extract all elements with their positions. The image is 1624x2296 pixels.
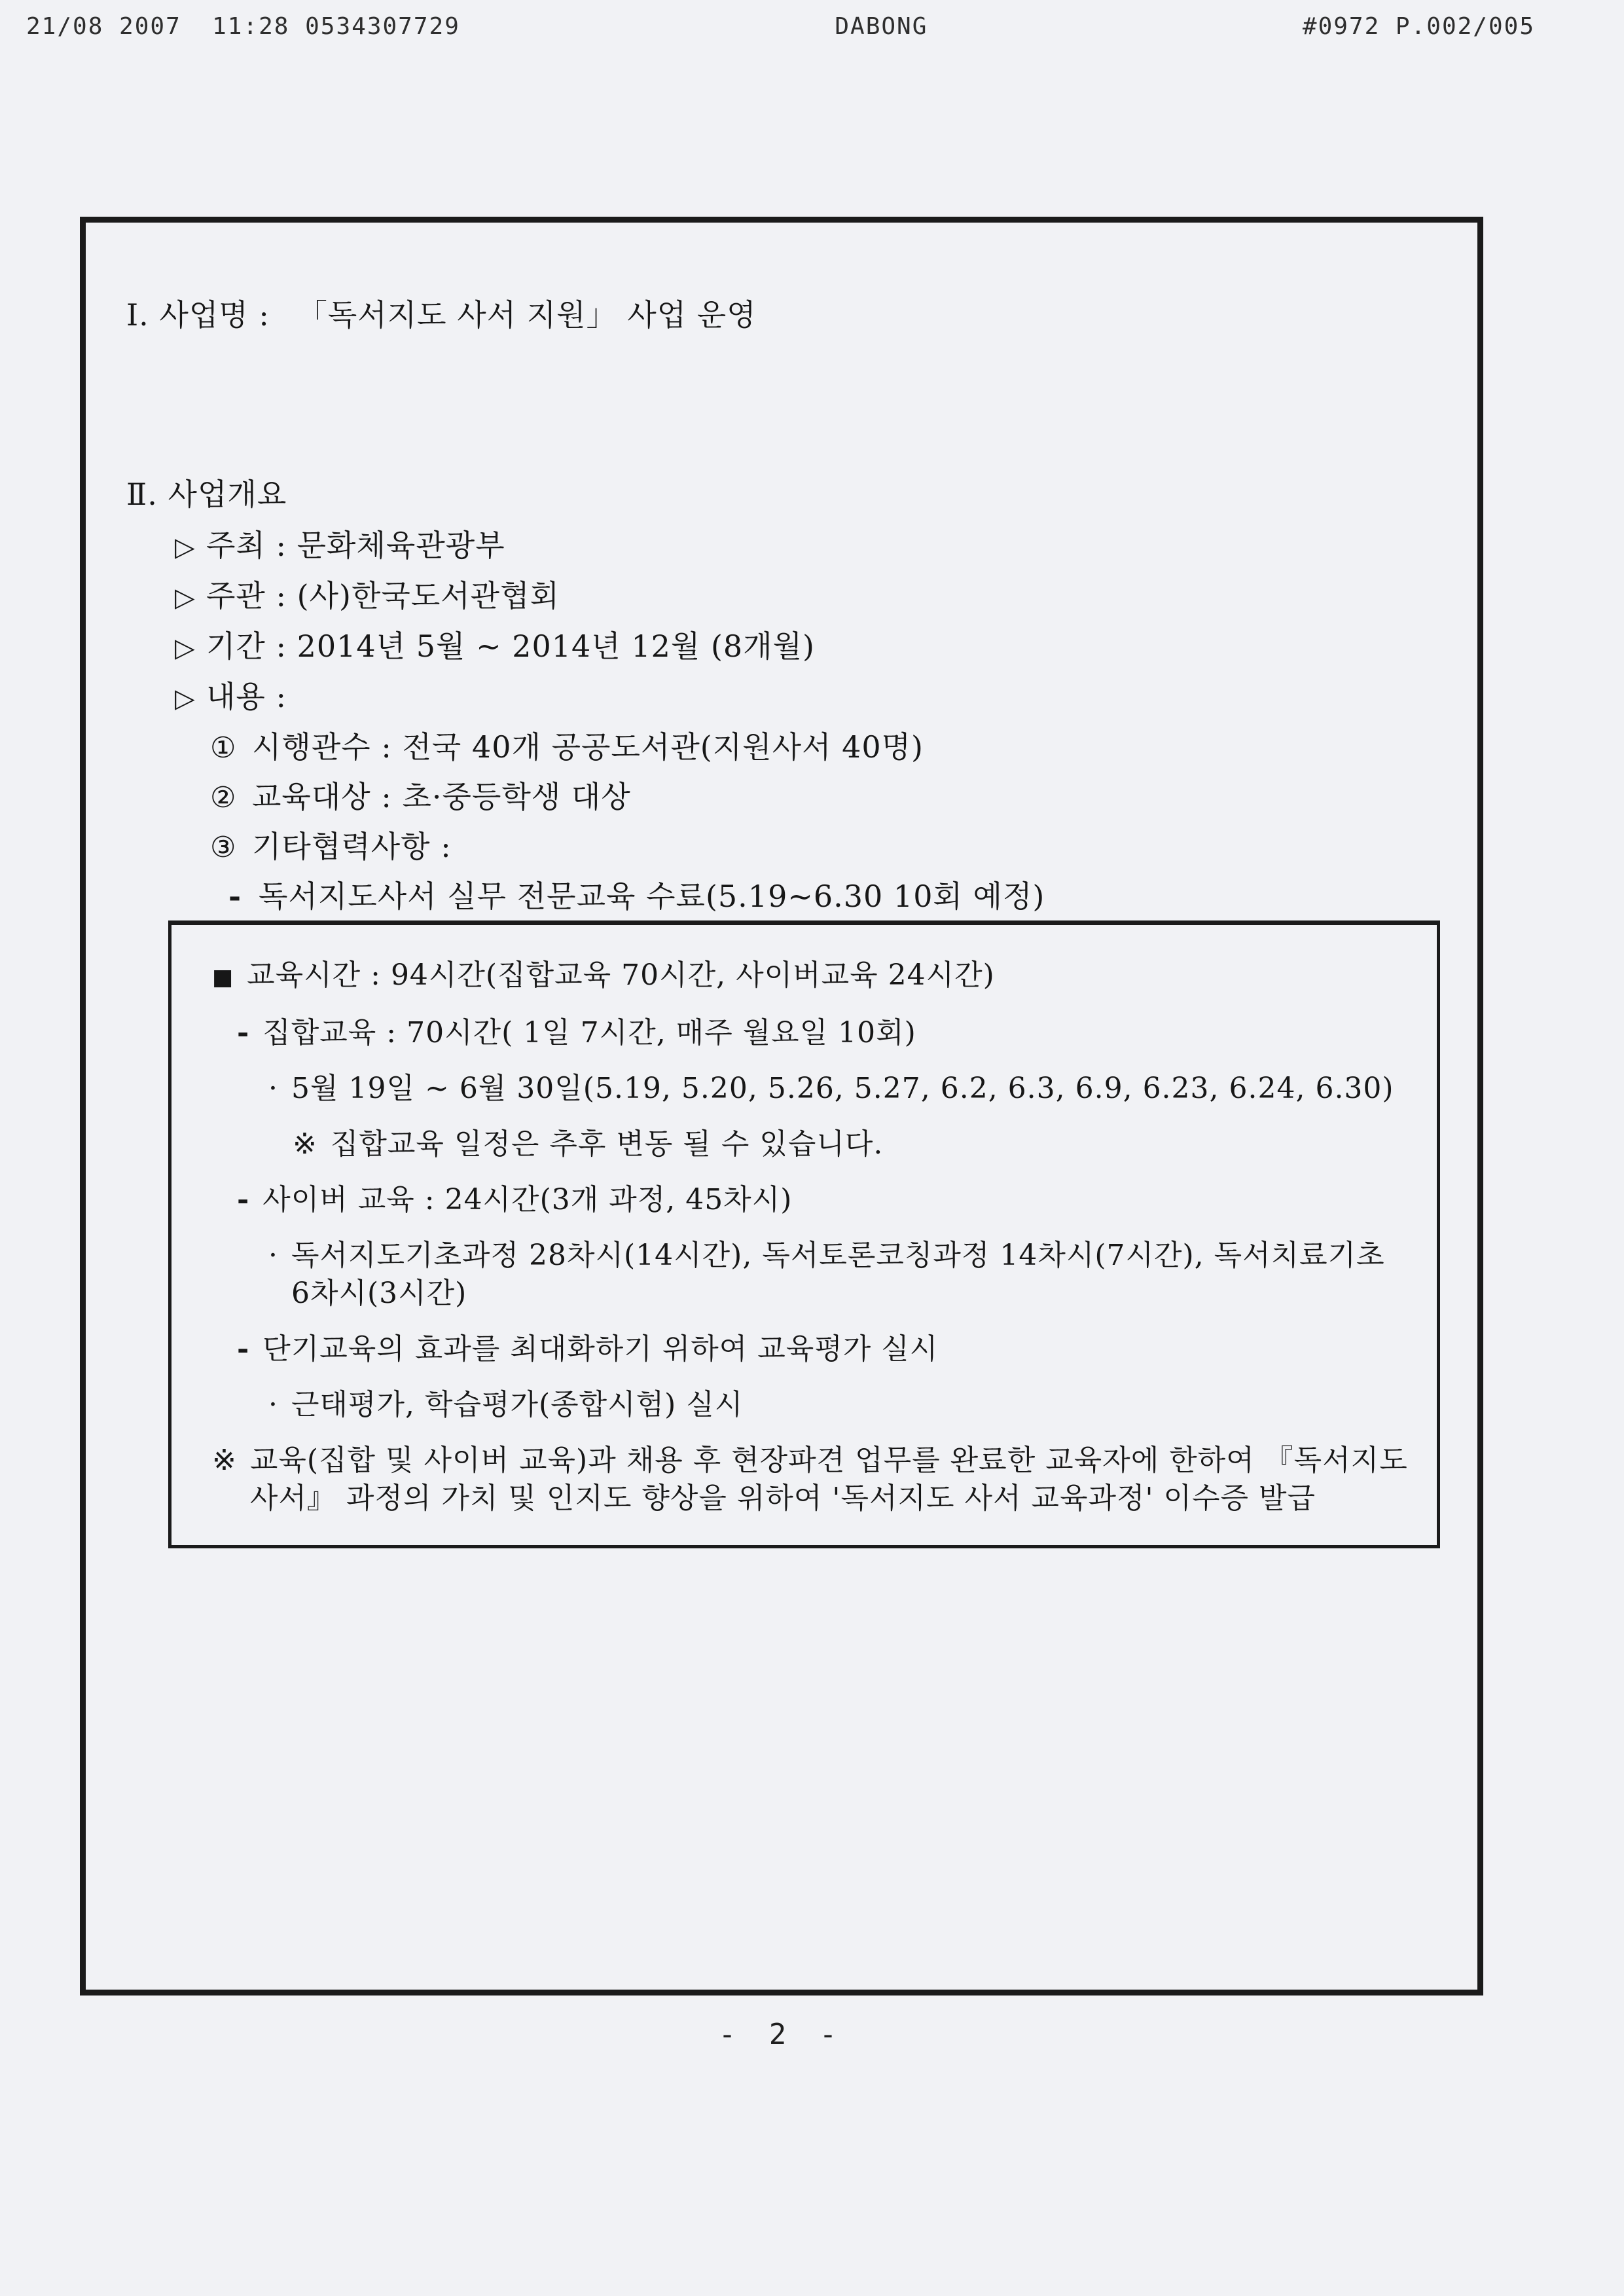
box-line-total-hours	[212, 957, 1412, 996]
box-line-evaluation-detail	[268, 1386, 1412, 1424]
sub-item-training	[228, 872, 1439, 920]
triangle-bullet: ▷	[175, 532, 196, 562]
section-1-heading	[126, 291, 1439, 339]
numbered-item-1	[210, 723, 1439, 773]
document-frame	[80, 217, 1483, 1995]
section-1-label: Ⅰ. 사업명 :	[126, 297, 270, 333]
box-line-schedule-dates	[268, 1070, 1412, 1108]
square-bullet: ■	[212, 964, 234, 991]
dash-bullet: -	[228, 879, 242, 914]
numbered-item-2	[210, 773, 1439, 822]
fax-station-name: DABONG	[835, 13, 928, 40]
reference-mark: ※	[212, 1444, 237, 1477]
fax-job-page-counter: #0972 P.002/005	[1302, 13, 1535, 40]
item-text: 기간 : 2014년 5월 ~ 2014년 12월 (8개월)	[206, 629, 815, 664]
line-text: 근태평가, 학습평가(종합시험) 실시	[291, 1388, 744, 1421]
section-1-value: 「독서지도 사서 지원」 사업 운영	[297, 297, 757, 333]
triangle-bullet: ▷	[175, 633, 196, 663]
item-text: 내용 :	[206, 679, 287, 714]
numbered-item-3	[210, 822, 1439, 872]
fax-header	[26, 13, 1535, 40]
circled-number: ②	[210, 781, 237, 814]
item-text: 기타협력사항 :	[252, 829, 452, 864]
triangle-bullet: ▷	[175, 583, 196, 613]
box-line-schedule-note	[293, 1125, 1412, 1163]
item-text: 시행관수 : 전국 40개 공공도서관(지원사서 40명)	[252, 729, 924, 765]
dash-bullet: -	[237, 1016, 250, 1049]
dot-bullet: ·	[268, 1388, 278, 1421]
dash-bullet: -	[237, 1183, 250, 1216]
line-text: 교육시간 : 94시간(집합교육 70시간, 사이버교육 24시간)	[247, 958, 995, 992]
box-line-cyber-courses	[268, 1237, 1412, 1313]
item-text: 교육대상 : 초·중등학생 대상	[252, 779, 631, 814]
dot-bullet: ·	[268, 1239, 278, 1272]
circled-number: ①	[210, 731, 237, 765]
box-line-certificate-note	[212, 1442, 1412, 1518]
item-text: 주관 : (사)한국도서관협회	[206, 578, 560, 613]
reference-mark: ※	[293, 1127, 317, 1161]
dash-bullet: -	[237, 1332, 250, 1366]
fax-datetime: 21/08 2007 11:28 0534307729	[26, 13, 460, 40]
box-line-evaluation	[237, 1330, 1412, 1368]
section-2-heading: Ⅱ. 사업개요	[126, 477, 287, 512]
line-text: 교육(집합 및 사이버 교육)과 채용 후 현장파견 업무를 완료한 교육자에 한하여 『독서지도 사서』 과정의 가치 및 인지도 향상을 위하여 '독서지도 사서 교육과정' 이수증 발급	[249, 1444, 1408, 1515]
overview-item-contents	[175, 672, 1439, 723]
circled-number: ③	[210, 831, 237, 864]
line-text: 단기교육의 효과를 최대화하기 위하여 교육평가 실시	[262, 1332, 939, 1366]
overview-item-host	[175, 521, 1439, 572]
item-text: 독서지도사서 실무 전문교육 수료(5.19~6.30 10회 예정)	[259, 879, 1045, 914]
item-text: 주최 : 문화체육관광부	[206, 528, 505, 563]
line-text: 5월 19일 ~ 6월 30일(5.19, 5.20, 5.26, 5.27, 6.2, 6.3, 6.9, 6.23, 6.24, 6.30)	[291, 1072, 1394, 1105]
line-text: 집합교육 일정은 추후 변동 될 수 있습니다.	[330, 1127, 884, 1161]
page-number: - 2 -	[718, 2018, 845, 2051]
overview-item-period	[175, 622, 1439, 672]
line-text: 사이버 교육 : 24시간(3개 과정, 45차시)	[262, 1183, 793, 1216]
overview-item-organizer	[175, 572, 1439, 622]
box-line-cyber-training	[237, 1181, 1412, 1219]
document-content	[86, 223, 1477, 1990]
triangle-bullet: ▷	[175, 683, 196, 714]
education-info-box	[168, 920, 1440, 1548]
box-line-group-training	[237, 1014, 1412, 1052]
line-text: 집합교육 : 70시간( 1일 7시간, 매주 월요일 10회)	[262, 1016, 916, 1049]
dot-bullet: ·	[268, 1072, 278, 1105]
line-text: 독서지도기초과정 28차시(14시간), 독서토론코칭과정 14차시(7시간), 독서치료기초 6차시(3시간)	[291, 1239, 1385, 1310]
